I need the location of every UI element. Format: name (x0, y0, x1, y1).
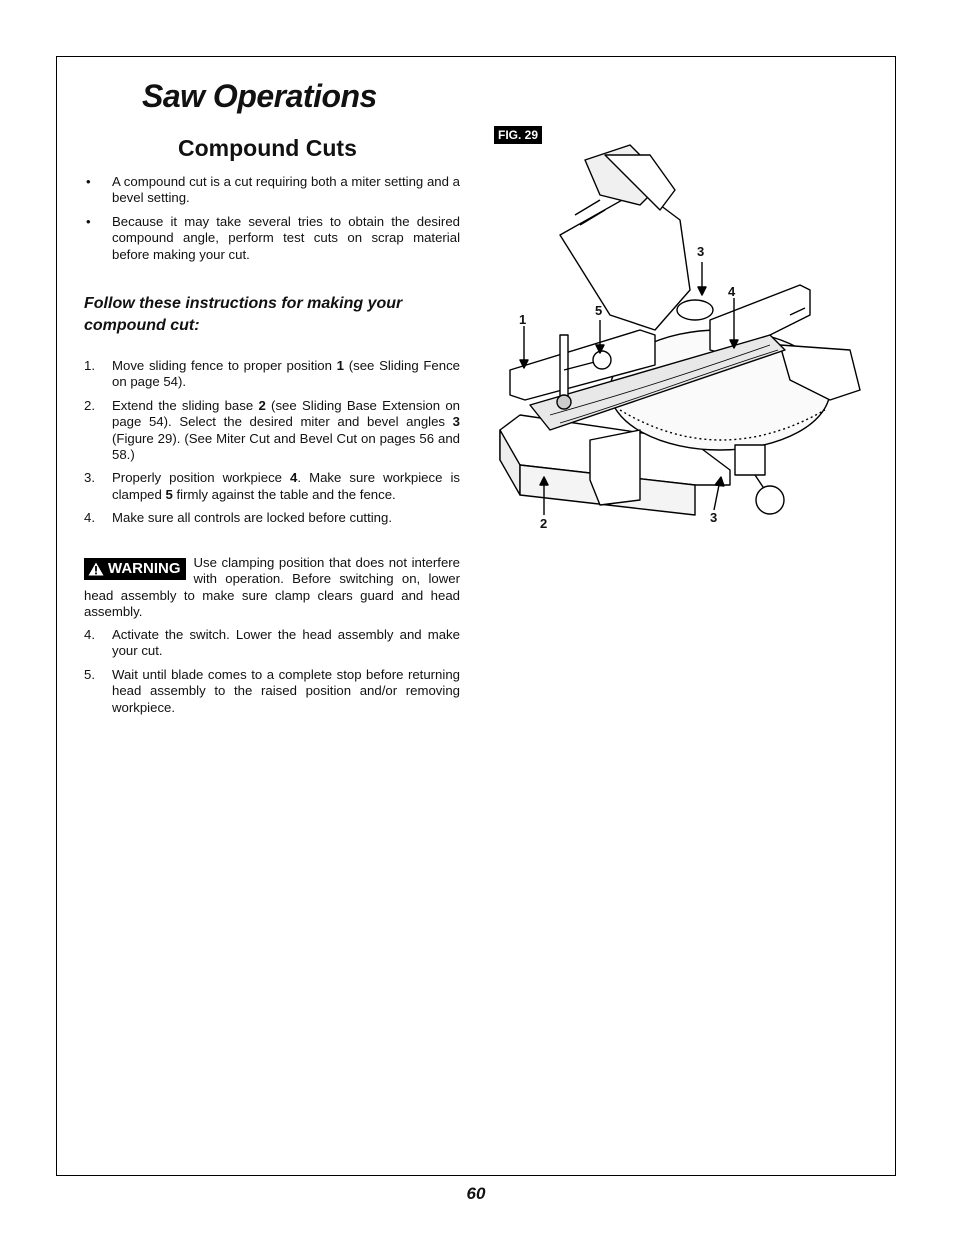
step-number: 1. (84, 358, 95, 373)
miter-saw-illustration (490, 140, 870, 540)
callout-clamp: 5 (595, 303, 603, 318)
step-text: Extend the sliding base 2 (see Sliding Base Extension on page 54). Select the desired miter and bevel angles 3 (Figure 29). (See Miter Cut and Bevel Cut on pages 56 and 58.) (112, 397, 460, 463)
callout-sliding-base: 2 (540, 516, 548, 531)
callout-miter-angle: 3 (710, 510, 718, 525)
callout-workpiece: 4 (728, 284, 736, 299)
intro-bullet-list (84, 174, 460, 263)
instructions-lead: Follow these instructions for making your compound cut: (84, 295, 403, 334)
warning-label: WARNING (108, 560, 181, 577)
step-item (84, 510, 460, 526)
step-item (84, 398, 460, 464)
step-number: 4. (84, 627, 95, 642)
section-title: Compound Cuts (178, 135, 357, 161)
step-text: Wait until blade comes to a complete stop before returning head assembly to the raised position and/or removing workpiece. (112, 666, 460, 715)
bullet-text: A compound cut is a cut requiring both a miter setting and a bevel setting. (112, 174, 460, 206)
bullet-icon: • (86, 174, 91, 189)
figure-label: FIG. 29 (494, 126, 542, 144)
warning-text: Use clamping position that does not interfere with operation. Before switching on, lower head assembly to make sure clamp clears guard and head assembly. (84, 555, 460, 620)
step-item (84, 470, 460, 503)
step-text: Activate the switch. Lower the head assembly and make your cut. (112, 627, 460, 659)
step-number: 2. (84, 397, 95, 413)
step-item (84, 627, 460, 660)
step-list (84, 358, 460, 527)
page-number: 60 (466, 1184, 486, 1203)
warning-block (84, 555, 460, 621)
miter-saw-drawing (490, 140, 870, 540)
warning-badge (84, 558, 186, 580)
page-title: Saw Operations (142, 78, 377, 114)
bullet-text: Because it may take several tries to obtain the desired compound angle, perform test cuts on scrap material before making your cut. (112, 213, 460, 262)
bullet-item (84, 174, 460, 207)
bullet-icon: • (86, 213, 91, 229)
step-item (84, 667, 460, 716)
callout-sliding-fence: 1 (519, 312, 527, 327)
step-number: 5. (84, 666, 95, 682)
step-text: Make sure all controls are locked before cutting. (112, 510, 393, 526)
callout-bevel-angle: 3 (697, 244, 705, 259)
step-list-continued (84, 627, 460, 716)
step-item (84, 358, 460, 391)
step-text: Properly position workpiece 4. Make sure workpiece is clamped 5 firmly against the table and the fence. (112, 470, 460, 502)
warning-triangle-icon (88, 562, 104, 576)
bullet-item (84, 214, 460, 263)
step-text: Move sliding fence to proper position 1 (see Sliding Fence on page 54). (112, 358, 461, 390)
step-number: 3. (84, 470, 95, 486)
step-number: 4. (84, 510, 95, 526)
